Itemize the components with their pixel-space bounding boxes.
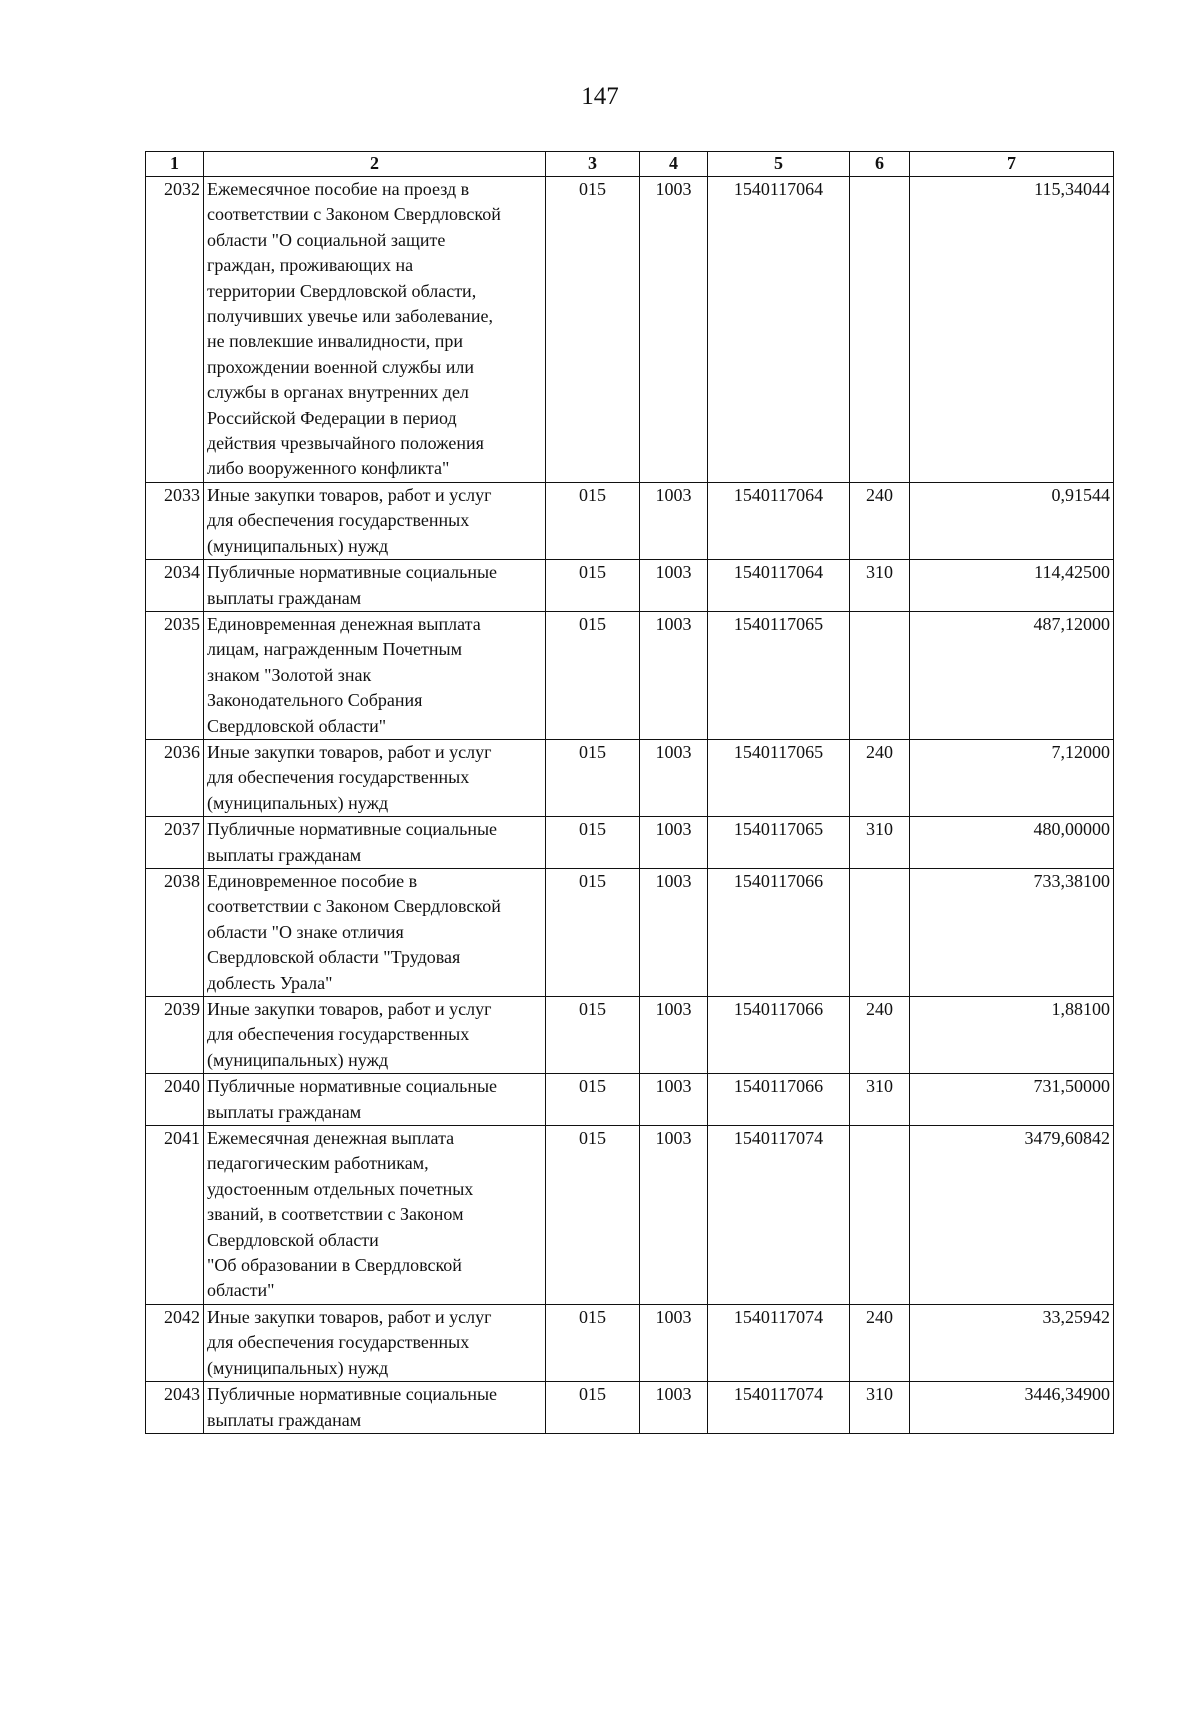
- row-name: Ежемесячное пособие на проезд в соответствии с Законом Свердловской области "О социальной защите граждан, проживающих на территории Свердловской области, получивших увечье или заболевание, не повлекшие инвалидности, при прохождении военной службы или службы в органах внутренних дел Российской Федерации в период действия чрезвычайного положения либо вооруженного конфликта": [204, 177, 546, 483]
- row-code-5: 1540117066: [708, 997, 850, 1074]
- row-amount: 7,12000: [910, 739, 1114, 816]
- row-code-3: 015: [546, 1126, 640, 1305]
- column-header: 1: [146, 152, 204, 177]
- column-header: 7: [910, 152, 1114, 177]
- row-amount: 114,42500: [910, 560, 1114, 612]
- table-row: [146, 1304, 1114, 1381]
- page-number: 147: [581, 83, 619, 110]
- row-code-4: 1003: [640, 611, 708, 739]
- row-code-4: 1003: [640, 739, 708, 816]
- row-code-5: 1540117065: [708, 611, 850, 739]
- row-code-4: 1003: [640, 482, 708, 559]
- row-code-3: 015: [546, 560, 640, 612]
- row-code-6: [850, 1126, 910, 1305]
- table-row: [146, 1074, 1114, 1126]
- row-code-3: 015: [546, 177, 640, 483]
- column-header: 4: [640, 152, 708, 177]
- row-number: 2034: [146, 560, 204, 612]
- table-row: [146, 1382, 1114, 1434]
- row-code-5: 1540117074: [708, 1382, 850, 1434]
- budget-table: [145, 151, 1114, 1434]
- table-row: [146, 868, 1114, 996]
- row-code-4: 1003: [640, 1382, 708, 1434]
- row-code-3: 015: [546, 611, 640, 739]
- row-code-4: 1003: [640, 560, 708, 612]
- row-amount: 480,00000: [910, 817, 1114, 869]
- table-row: [146, 739, 1114, 816]
- row-amount: 3479,60842: [910, 1126, 1114, 1305]
- table-row: [146, 817, 1114, 869]
- row-amount: 0,91544: [910, 482, 1114, 559]
- row-amount: 731,50000: [910, 1074, 1114, 1126]
- row-code-3: 015: [546, 1074, 640, 1126]
- row-name: Публичные нормативные социальные выплаты гражданам: [204, 1074, 546, 1126]
- row-number: 2039: [146, 997, 204, 1074]
- row-code-5: 1540117065: [708, 739, 850, 816]
- table-row: [146, 611, 1114, 739]
- row-name: Публичные нормативные социальные выплаты гражданам: [204, 1382, 546, 1434]
- row-code-5: 1540117064: [708, 560, 850, 612]
- column-header: 6: [850, 152, 910, 177]
- row-code-3: 015: [546, 868, 640, 996]
- row-code-3: 015: [546, 739, 640, 816]
- row-code-4: 1003: [640, 817, 708, 869]
- table-row: [146, 560, 1114, 612]
- row-number: 2041: [146, 1126, 204, 1305]
- row-amount: 487,12000: [910, 611, 1114, 739]
- row-number: 2038: [146, 868, 204, 996]
- row-number: 2043: [146, 1382, 204, 1434]
- row-code-4: 1003: [640, 868, 708, 996]
- row-code-4: 1003: [640, 1304, 708, 1381]
- row-number: 2035: [146, 611, 204, 739]
- row-code-4: 1003: [640, 1074, 708, 1126]
- row-code-6: 240: [850, 739, 910, 816]
- table-row: [146, 482, 1114, 559]
- row-number: 2037: [146, 817, 204, 869]
- row-code-6: 310: [850, 1074, 910, 1126]
- row-code-5: 1540117064: [708, 482, 850, 559]
- row-code-6: 310: [850, 560, 910, 612]
- row-code-3: 015: [546, 1304, 640, 1381]
- table-row: [146, 1126, 1114, 1305]
- row-amount: 115,34044: [910, 177, 1114, 483]
- row-name: Иные закупки товаров, работ и услуг для обеспечения государственных (муниципальных) нужд: [204, 1304, 546, 1381]
- row-code-5: 1540117066: [708, 1074, 850, 1126]
- row-code-5: 1540117065: [708, 817, 850, 869]
- row-name: Публичные нормативные социальные выплаты гражданам: [204, 817, 546, 869]
- table-row: [146, 997, 1114, 1074]
- row-amount: 33,25942: [910, 1304, 1114, 1381]
- column-header: 5: [708, 152, 850, 177]
- column-header: 3: [546, 152, 640, 177]
- row-number: 2040: [146, 1074, 204, 1126]
- row-name: Единовременное пособие в соответствии с Законом Свердловской области "О знаке отличия Свердловской области "Трудовая доблесть Урала": [204, 868, 546, 996]
- row-name: Иные закупки товаров, работ и услуг для обеспечения государственных (муниципальных) нужд: [204, 997, 546, 1074]
- row-amount: 733,38100: [910, 868, 1114, 996]
- row-code-5: 1540117066: [708, 868, 850, 996]
- table-row: [146, 177, 1114, 483]
- header-row: [146, 152, 1114, 177]
- row-number: 2032: [146, 177, 204, 483]
- row-code-3: 015: [546, 1382, 640, 1434]
- row-name: Иные закупки товаров, работ и услуг для обеспечения государственных (муниципальных) нужд: [204, 739, 546, 816]
- row-code-3: 015: [546, 482, 640, 559]
- row-amount: 3446,34900: [910, 1382, 1114, 1434]
- row-name: Публичные нормативные социальные выплаты гражданам: [204, 560, 546, 612]
- row-name: Иные закупки товаров, работ и услуг для обеспечения государственных (муниципальных) нужд: [204, 482, 546, 559]
- row-code-6: [850, 177, 910, 483]
- row-name: Ежемесячная денежная выплата педагогическим работникам, удостоенным отдельных почетных званий, в соответствии с Законом Свердловской области "Об образовании в Свердловской области": [204, 1126, 546, 1305]
- row-code-6: 310: [850, 817, 910, 869]
- row-amount: 1,88100: [910, 997, 1114, 1074]
- row-code-6: [850, 611, 910, 739]
- row-number: 2036: [146, 739, 204, 816]
- row-code-3: 015: [546, 817, 640, 869]
- row-code-4: 1003: [640, 177, 708, 483]
- row-code-6: [850, 868, 910, 996]
- row-code-6: 240: [850, 1304, 910, 1381]
- row-code-4: 1003: [640, 997, 708, 1074]
- row-number: 2042: [146, 1304, 204, 1381]
- row-number: 2033: [146, 482, 204, 559]
- row-code-4: 1003: [640, 1126, 708, 1305]
- column-header: 2: [204, 152, 546, 177]
- row-code-3: 015: [546, 997, 640, 1074]
- row-code-6: 240: [850, 997, 910, 1074]
- row-code-5: 1540117074: [708, 1126, 850, 1305]
- row-code-5: 1540117074: [708, 1304, 850, 1381]
- row-code-6: 240: [850, 482, 910, 559]
- row-code-6: 310: [850, 1382, 910, 1434]
- row-code-5: 1540117064: [708, 177, 850, 483]
- row-name: Единовременная денежная выплата лицам, награжденным Почетным знаком "Золотой знак Законодательного Собрания Свердловской области": [204, 611, 546, 739]
